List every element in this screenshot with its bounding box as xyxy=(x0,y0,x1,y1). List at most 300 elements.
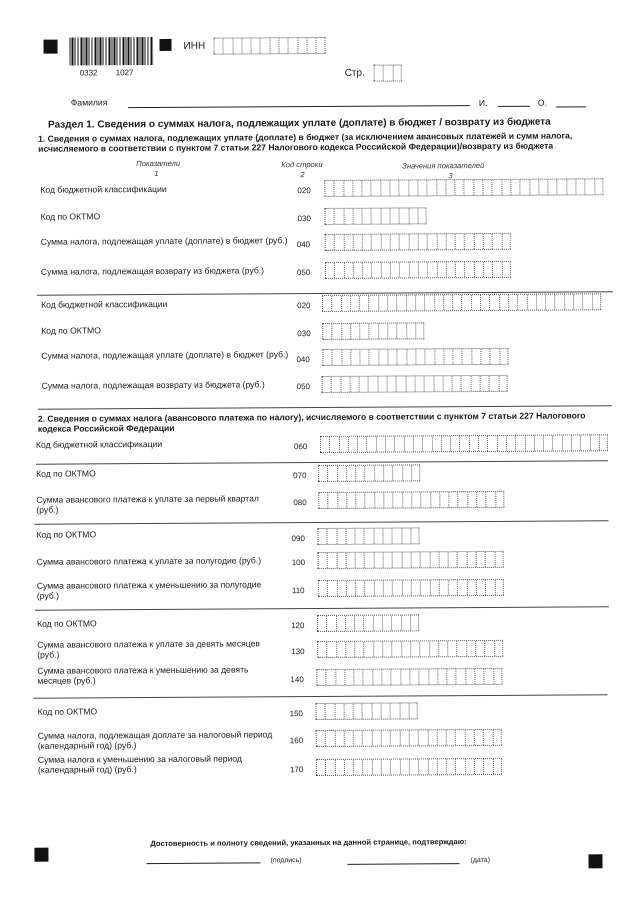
input-cell[interactable] xyxy=(322,296,331,311)
input-cell[interactable] xyxy=(508,295,517,310)
input-cell[interactable] xyxy=(352,181,361,196)
input-cell[interactable] xyxy=(562,435,571,450)
input-cell[interactable] xyxy=(469,436,478,451)
input-cell[interactable] xyxy=(495,492,504,507)
input-cell[interactable] xyxy=(387,377,396,392)
input-cell[interactable] xyxy=(325,235,334,250)
input-cell[interactable] xyxy=(446,759,455,774)
input-cell[interactable] xyxy=(418,730,427,745)
input-cell[interactable] xyxy=(494,641,503,656)
input-cell[interactable] xyxy=(474,669,483,684)
input-cell[interactable] xyxy=(344,731,353,746)
input-cell[interactable] xyxy=(450,436,459,451)
input-cell[interactable] xyxy=(322,324,331,339)
input-cell[interactable] xyxy=(326,642,335,657)
input-cell[interactable] xyxy=(322,350,331,365)
part2-row-value-field[interactable] xyxy=(317,527,419,545)
input-cell[interactable] xyxy=(325,760,334,775)
input-cell[interactable] xyxy=(467,580,476,595)
surname-line[interactable] xyxy=(128,105,470,108)
input-cell[interactable] xyxy=(452,376,461,391)
input-cell[interactable] xyxy=(346,553,355,568)
input-cell[interactable] xyxy=(332,324,341,339)
input-cell[interactable] xyxy=(318,553,327,568)
input-cell[interactable] xyxy=(474,262,483,277)
input-cell[interactable] xyxy=(413,436,422,451)
input-cell[interactable] xyxy=(415,295,424,310)
input-cell[interactable] xyxy=(362,704,371,719)
input-cell[interactable] xyxy=(374,581,383,596)
input-cell[interactable] xyxy=(336,616,345,631)
input-cell[interactable] xyxy=(483,730,492,745)
input-cell[interactable] xyxy=(436,180,445,195)
input-cell[interactable] xyxy=(353,731,362,746)
input-cell[interactable] xyxy=(427,730,436,745)
input-cell[interactable] xyxy=(396,376,405,391)
input-cell[interactable] xyxy=(493,759,502,774)
input-cell[interactable] xyxy=(327,553,336,568)
input-cell[interactable] xyxy=(390,760,399,775)
input-cell[interactable] xyxy=(524,436,533,451)
input-cell[interactable] xyxy=(410,641,419,656)
input-cell[interactable] xyxy=(427,180,436,195)
input-cell[interactable] xyxy=(408,208,417,223)
input-cell[interactable] xyxy=(372,760,381,775)
input-cell[interactable] xyxy=(470,376,479,391)
input-cell[interactable] xyxy=(362,209,371,224)
input-cell[interactable] xyxy=(501,180,510,195)
input-cell[interactable] xyxy=(457,580,466,595)
input-cell[interactable] xyxy=(457,641,466,656)
part1-row-value-field[interactable] xyxy=(322,293,601,312)
input-cell[interactable] xyxy=(334,760,343,775)
input-cell[interactable] xyxy=(353,760,362,775)
input-cell[interactable] xyxy=(480,376,489,391)
input-cell[interactable] xyxy=(364,581,373,596)
input-cell[interactable] xyxy=(399,730,408,745)
input-cell[interactable] xyxy=(334,181,343,196)
input-cell[interactable] xyxy=(343,235,352,250)
input-cell[interactable] xyxy=(335,670,344,685)
input-cell[interactable] xyxy=(325,731,334,746)
input-cell[interactable] xyxy=(517,295,526,310)
input-cell[interactable] xyxy=(353,235,362,250)
input-cell[interactable] xyxy=(465,669,474,684)
input-cell[interactable] xyxy=(325,209,334,224)
input-cell[interactable] xyxy=(490,349,499,364)
input-cell[interactable] xyxy=(348,437,357,452)
input-cell[interactable] xyxy=(288,38,297,53)
input-cell[interactable] xyxy=(442,376,451,391)
input-cell[interactable] xyxy=(439,492,448,507)
input-cell[interactable] xyxy=(213,39,222,54)
input-cell[interactable] xyxy=(475,641,484,656)
input-cell[interactable] xyxy=(260,38,269,53)
input-cell[interactable] xyxy=(483,759,492,774)
input-cell[interactable] xyxy=(316,731,325,746)
input-cell[interactable] xyxy=(349,377,358,392)
input-cell[interactable] xyxy=(427,759,436,774)
input-cell[interactable] xyxy=(371,731,380,746)
input-cell[interactable] xyxy=(371,235,380,250)
input-cell[interactable] xyxy=(306,38,315,53)
input-cell[interactable] xyxy=(371,704,380,719)
input-cell[interactable] xyxy=(374,66,383,81)
input-cell[interactable] xyxy=(492,234,501,249)
part2-row-value-field[interactable] xyxy=(317,614,419,632)
input-cell[interactable] xyxy=(369,350,378,365)
part2-row-value-field[interactable] xyxy=(317,640,503,658)
input-cell[interactable] xyxy=(353,263,362,278)
input-cell[interactable] xyxy=(318,493,327,508)
input-cell[interactable] xyxy=(362,731,371,746)
input-cell[interactable] xyxy=(346,581,355,596)
input-cell[interactable] xyxy=(387,350,396,365)
input-cell[interactable] xyxy=(480,295,489,310)
input-cell[interactable] xyxy=(554,295,563,310)
input-cell[interactable] xyxy=(401,580,410,595)
input-cell[interactable] xyxy=(462,349,471,364)
input-cell[interactable] xyxy=(489,295,498,310)
input-cell[interactable] xyxy=(334,209,343,224)
input-cell[interactable] xyxy=(471,349,480,364)
input-cell[interactable] xyxy=(547,180,556,195)
input-cell[interactable] xyxy=(363,670,372,685)
input-cell[interactable] xyxy=(474,759,483,774)
input-cell[interactable] xyxy=(326,670,335,685)
input-cell[interactable] xyxy=(402,465,411,480)
input-cell[interactable] xyxy=(410,528,419,543)
input-cell[interactable] xyxy=(417,208,426,223)
input-cell[interactable] xyxy=(352,209,361,224)
input-cell[interactable] xyxy=(421,492,430,507)
input-cell[interactable] xyxy=(439,580,448,595)
input-cell[interactable] xyxy=(462,295,471,310)
input-cell[interactable] xyxy=(480,349,489,364)
input-cell[interactable] xyxy=(458,492,467,507)
input-cell[interactable] xyxy=(448,552,457,567)
input-cell[interactable] xyxy=(425,349,434,364)
input-cell[interactable] xyxy=(350,350,359,365)
input-cell[interactable] xyxy=(355,466,364,481)
input-cell[interactable] xyxy=(457,552,466,567)
input-cell[interactable] xyxy=(494,552,503,567)
input-cell[interactable] xyxy=(369,296,378,311)
input-cell[interactable] xyxy=(582,294,591,309)
input-cell[interactable] xyxy=(364,553,373,568)
input-cell[interactable] xyxy=(566,179,575,194)
input-cell[interactable] xyxy=(345,529,354,544)
input-cell[interactable] xyxy=(429,580,438,595)
part2-row-value-field[interactable] xyxy=(316,668,502,686)
input-cell[interactable] xyxy=(436,234,445,249)
input-cell[interactable] xyxy=(436,262,445,277)
input-cell[interactable] xyxy=(232,38,241,53)
input-cell[interactable] xyxy=(376,437,385,452)
part1-row-value-field[interactable] xyxy=(325,207,427,225)
input-cell[interactable] xyxy=(455,730,464,745)
input-cell[interactable] xyxy=(492,730,501,745)
input-cell[interactable] xyxy=(529,180,538,195)
input-cell[interactable] xyxy=(374,493,383,508)
input-cell[interactable] xyxy=(498,376,507,391)
input-cell[interactable] xyxy=(429,552,438,567)
input-cell[interactable] xyxy=(382,642,391,657)
input-cell[interactable] xyxy=(599,435,608,450)
input-cell[interactable] xyxy=(373,616,382,631)
input-cell[interactable] xyxy=(520,180,529,195)
input-cell[interactable] xyxy=(328,493,337,508)
input-cell[interactable] xyxy=(334,263,343,278)
input-cell[interactable] xyxy=(428,669,437,684)
input-cell[interactable] xyxy=(585,179,594,194)
input-cell[interactable] xyxy=(223,39,232,54)
input-cell[interactable] xyxy=(476,552,485,567)
input-cell[interactable] xyxy=(390,209,399,224)
input-cell[interactable] xyxy=(392,65,401,80)
input-cell[interactable] xyxy=(571,435,580,450)
input-cell[interactable] xyxy=(374,466,383,481)
input-cell[interactable] xyxy=(434,295,443,310)
input-cell[interactable] xyxy=(343,704,352,719)
input-cell[interactable] xyxy=(401,641,410,656)
part1-row-value-field[interactable] xyxy=(322,375,508,393)
input-cell[interactable] xyxy=(418,759,427,774)
input-cell[interactable] xyxy=(473,180,482,195)
input-cell[interactable] xyxy=(464,180,473,195)
input-cell[interactable] xyxy=(316,760,325,775)
input-cell[interactable] xyxy=(464,730,473,745)
input-cell[interactable] xyxy=(355,529,364,544)
input-cell[interactable] xyxy=(483,262,492,277)
input-cell[interactable] xyxy=(397,349,406,364)
input-cell[interactable] xyxy=(316,670,325,685)
input-cell[interactable] xyxy=(499,295,508,310)
input-cell[interactable] xyxy=(326,616,335,631)
input-cell[interactable] xyxy=(408,180,417,195)
input-cell[interactable] xyxy=(446,234,455,249)
input-cell[interactable] xyxy=(377,377,386,392)
input-cell[interactable] xyxy=(552,436,561,451)
input-cell[interactable] xyxy=(336,529,345,544)
input-cell[interactable] xyxy=(390,704,399,719)
part1-row-value-field[interactable] xyxy=(322,348,508,366)
input-cell[interactable] xyxy=(324,181,333,196)
input-cell[interactable] xyxy=(341,350,350,365)
input-cell[interactable] xyxy=(478,436,487,451)
input-cell[interactable] xyxy=(378,350,387,365)
input-cell[interactable] xyxy=(344,670,353,685)
input-cell[interactable] xyxy=(448,580,457,595)
input-cell[interactable] xyxy=(404,436,413,451)
input-cell[interactable] xyxy=(357,437,366,452)
part1-row-value-field[interactable] xyxy=(325,261,511,279)
page-number-field[interactable] xyxy=(374,64,402,81)
input-cell[interactable] xyxy=(415,376,424,391)
input-cell[interactable] xyxy=(456,669,465,684)
input-cell[interactable] xyxy=(316,38,325,53)
input-cell[interactable] xyxy=(409,262,418,277)
input-cell[interactable] xyxy=(510,180,519,195)
input-cell[interactable] xyxy=(405,376,414,391)
input-cell[interactable] xyxy=(424,295,433,310)
input-cell[interactable] xyxy=(336,642,345,657)
input-cell[interactable] xyxy=(418,262,427,277)
input-cell[interactable] xyxy=(406,349,415,364)
input-cell[interactable] xyxy=(354,670,363,685)
input-cell[interactable] xyxy=(279,38,288,53)
input-cell[interactable] xyxy=(594,179,603,194)
input-cell[interactable] xyxy=(334,704,343,719)
input-cell[interactable] xyxy=(448,492,457,507)
input-cell[interactable] xyxy=(334,235,343,250)
input-cell[interactable] xyxy=(320,437,329,452)
input-cell[interactable] xyxy=(473,234,482,249)
input-cell[interactable] xyxy=(336,553,345,568)
input-cell[interactable] xyxy=(443,295,452,310)
input-cell[interactable] xyxy=(420,552,429,567)
input-cell[interactable] xyxy=(380,235,389,250)
input-cell[interactable] xyxy=(592,294,601,309)
input-cell[interactable] xyxy=(381,760,390,775)
input-cell[interactable] xyxy=(346,493,355,508)
input-cell[interactable] xyxy=(434,349,443,364)
input-cell[interactable] xyxy=(371,209,380,224)
input-cell[interactable] xyxy=(411,492,420,507)
input-cell[interactable] xyxy=(390,263,399,278)
input-cell[interactable] xyxy=(383,553,392,568)
input-cell[interactable] xyxy=(492,262,501,277)
input-cell[interactable] xyxy=(485,580,494,595)
input-cell[interactable] xyxy=(331,296,340,311)
input-cell[interactable] xyxy=(337,466,346,481)
input-cell[interactable] xyxy=(430,492,439,507)
input-cell[interactable] xyxy=(327,581,336,596)
input-cell[interactable] xyxy=(485,552,494,567)
input-cell[interactable] xyxy=(383,66,392,81)
input-cell[interactable] xyxy=(427,262,436,277)
input-cell[interactable] xyxy=(543,436,552,451)
input-cell[interactable] xyxy=(446,262,455,277)
input-cell[interactable] xyxy=(409,730,418,745)
input-cell[interactable] xyxy=(378,324,387,339)
input-cell[interactable] xyxy=(317,616,326,631)
input-cell[interactable] xyxy=(354,616,363,631)
input-cell[interactable] xyxy=(331,377,340,392)
input-cell[interactable] xyxy=(406,295,415,310)
input-cell[interactable] xyxy=(329,437,338,452)
input-cell[interactable] xyxy=(486,492,495,507)
input-cell[interactable] xyxy=(350,324,359,339)
initial-o-line[interactable] xyxy=(556,106,586,107)
input-cell[interactable] xyxy=(483,234,492,249)
input-cell[interactable] xyxy=(369,324,378,339)
input-cell[interactable] xyxy=(499,349,508,364)
input-cell[interactable] xyxy=(411,552,420,567)
input-cell[interactable] xyxy=(327,466,336,481)
input-cell[interactable] xyxy=(409,703,418,718)
input-cell[interactable] xyxy=(474,730,483,745)
input-cell[interactable] xyxy=(399,262,408,277)
input-cell[interactable] xyxy=(327,529,336,544)
input-cell[interactable] xyxy=(381,670,390,685)
input-cell[interactable] xyxy=(334,731,343,746)
input-cell[interactable] xyxy=(392,529,401,544)
input-cell[interactable] xyxy=(251,38,260,53)
input-cell[interactable] xyxy=(494,580,503,595)
input-cell[interactable] xyxy=(401,615,410,630)
input-cell[interactable] xyxy=(580,435,589,450)
input-cell[interactable] xyxy=(429,641,438,656)
input-cell[interactable] xyxy=(461,376,470,391)
input-cell[interactable] xyxy=(453,349,462,364)
input-cell[interactable] xyxy=(394,436,403,451)
input-cell[interactable] xyxy=(389,181,398,196)
input-cell[interactable] xyxy=(373,529,382,544)
input-cell[interactable] xyxy=(399,703,408,718)
initial-i-line[interactable] xyxy=(498,106,530,107)
input-cell[interactable] xyxy=(399,208,408,223)
input-cell[interactable] xyxy=(538,180,547,195)
input-cell[interactable] xyxy=(371,263,380,278)
part1-row-value-field[interactable] xyxy=(325,233,511,251)
input-cell[interactable] xyxy=(318,466,327,481)
input-cell[interactable] xyxy=(318,581,327,596)
input-cell[interactable] xyxy=(417,180,426,195)
input-cell[interactable] xyxy=(408,234,417,249)
input-cell[interactable] xyxy=(445,180,454,195)
input-cell[interactable] xyxy=(393,493,402,508)
input-cell[interactable] xyxy=(400,759,409,774)
input-cell[interactable] xyxy=(359,377,368,392)
input-cell[interactable] xyxy=(401,552,410,567)
input-cell[interactable] xyxy=(343,263,352,278)
input-cell[interactable] xyxy=(383,581,392,596)
input-cell[interactable] xyxy=(359,324,368,339)
input-cell[interactable] xyxy=(390,235,399,250)
input-cell[interactable] xyxy=(380,181,389,196)
input-cell[interactable] xyxy=(345,642,354,657)
input-cell[interactable] xyxy=(464,234,473,249)
input-cell[interactable] xyxy=(396,295,405,310)
input-cell[interactable] xyxy=(489,376,498,391)
part2-row-value-field[interactable] xyxy=(316,758,502,776)
input-cell[interactable] xyxy=(325,704,334,719)
part2-row-value-field[interactable] xyxy=(318,579,504,597)
input-cell[interactable] xyxy=(401,528,410,543)
input-cell[interactable] xyxy=(341,324,350,339)
input-cell[interactable] xyxy=(346,466,355,481)
input-cell[interactable] xyxy=(325,263,334,278)
input-cell[interactable] xyxy=(492,180,501,195)
input-cell[interactable] xyxy=(365,493,374,508)
input-cell[interactable] xyxy=(493,669,502,684)
input-cell[interactable] xyxy=(383,529,392,544)
input-cell[interactable] xyxy=(380,209,389,224)
part2-row-value-field[interactable] xyxy=(320,434,608,453)
input-cell[interactable] xyxy=(534,436,543,451)
input-cell[interactable] xyxy=(467,492,476,507)
input-cell[interactable] xyxy=(471,295,480,310)
input-cell[interactable] xyxy=(343,181,352,196)
input-cell[interactable] xyxy=(383,493,392,508)
input-cell[interactable] xyxy=(465,759,474,774)
input-cell[interactable] xyxy=(455,262,464,277)
input-cell[interactable] xyxy=(485,641,494,656)
input-cell[interactable] xyxy=(373,553,382,568)
input-cell[interactable] xyxy=(402,492,411,507)
input-cell[interactable] xyxy=(464,262,473,277)
